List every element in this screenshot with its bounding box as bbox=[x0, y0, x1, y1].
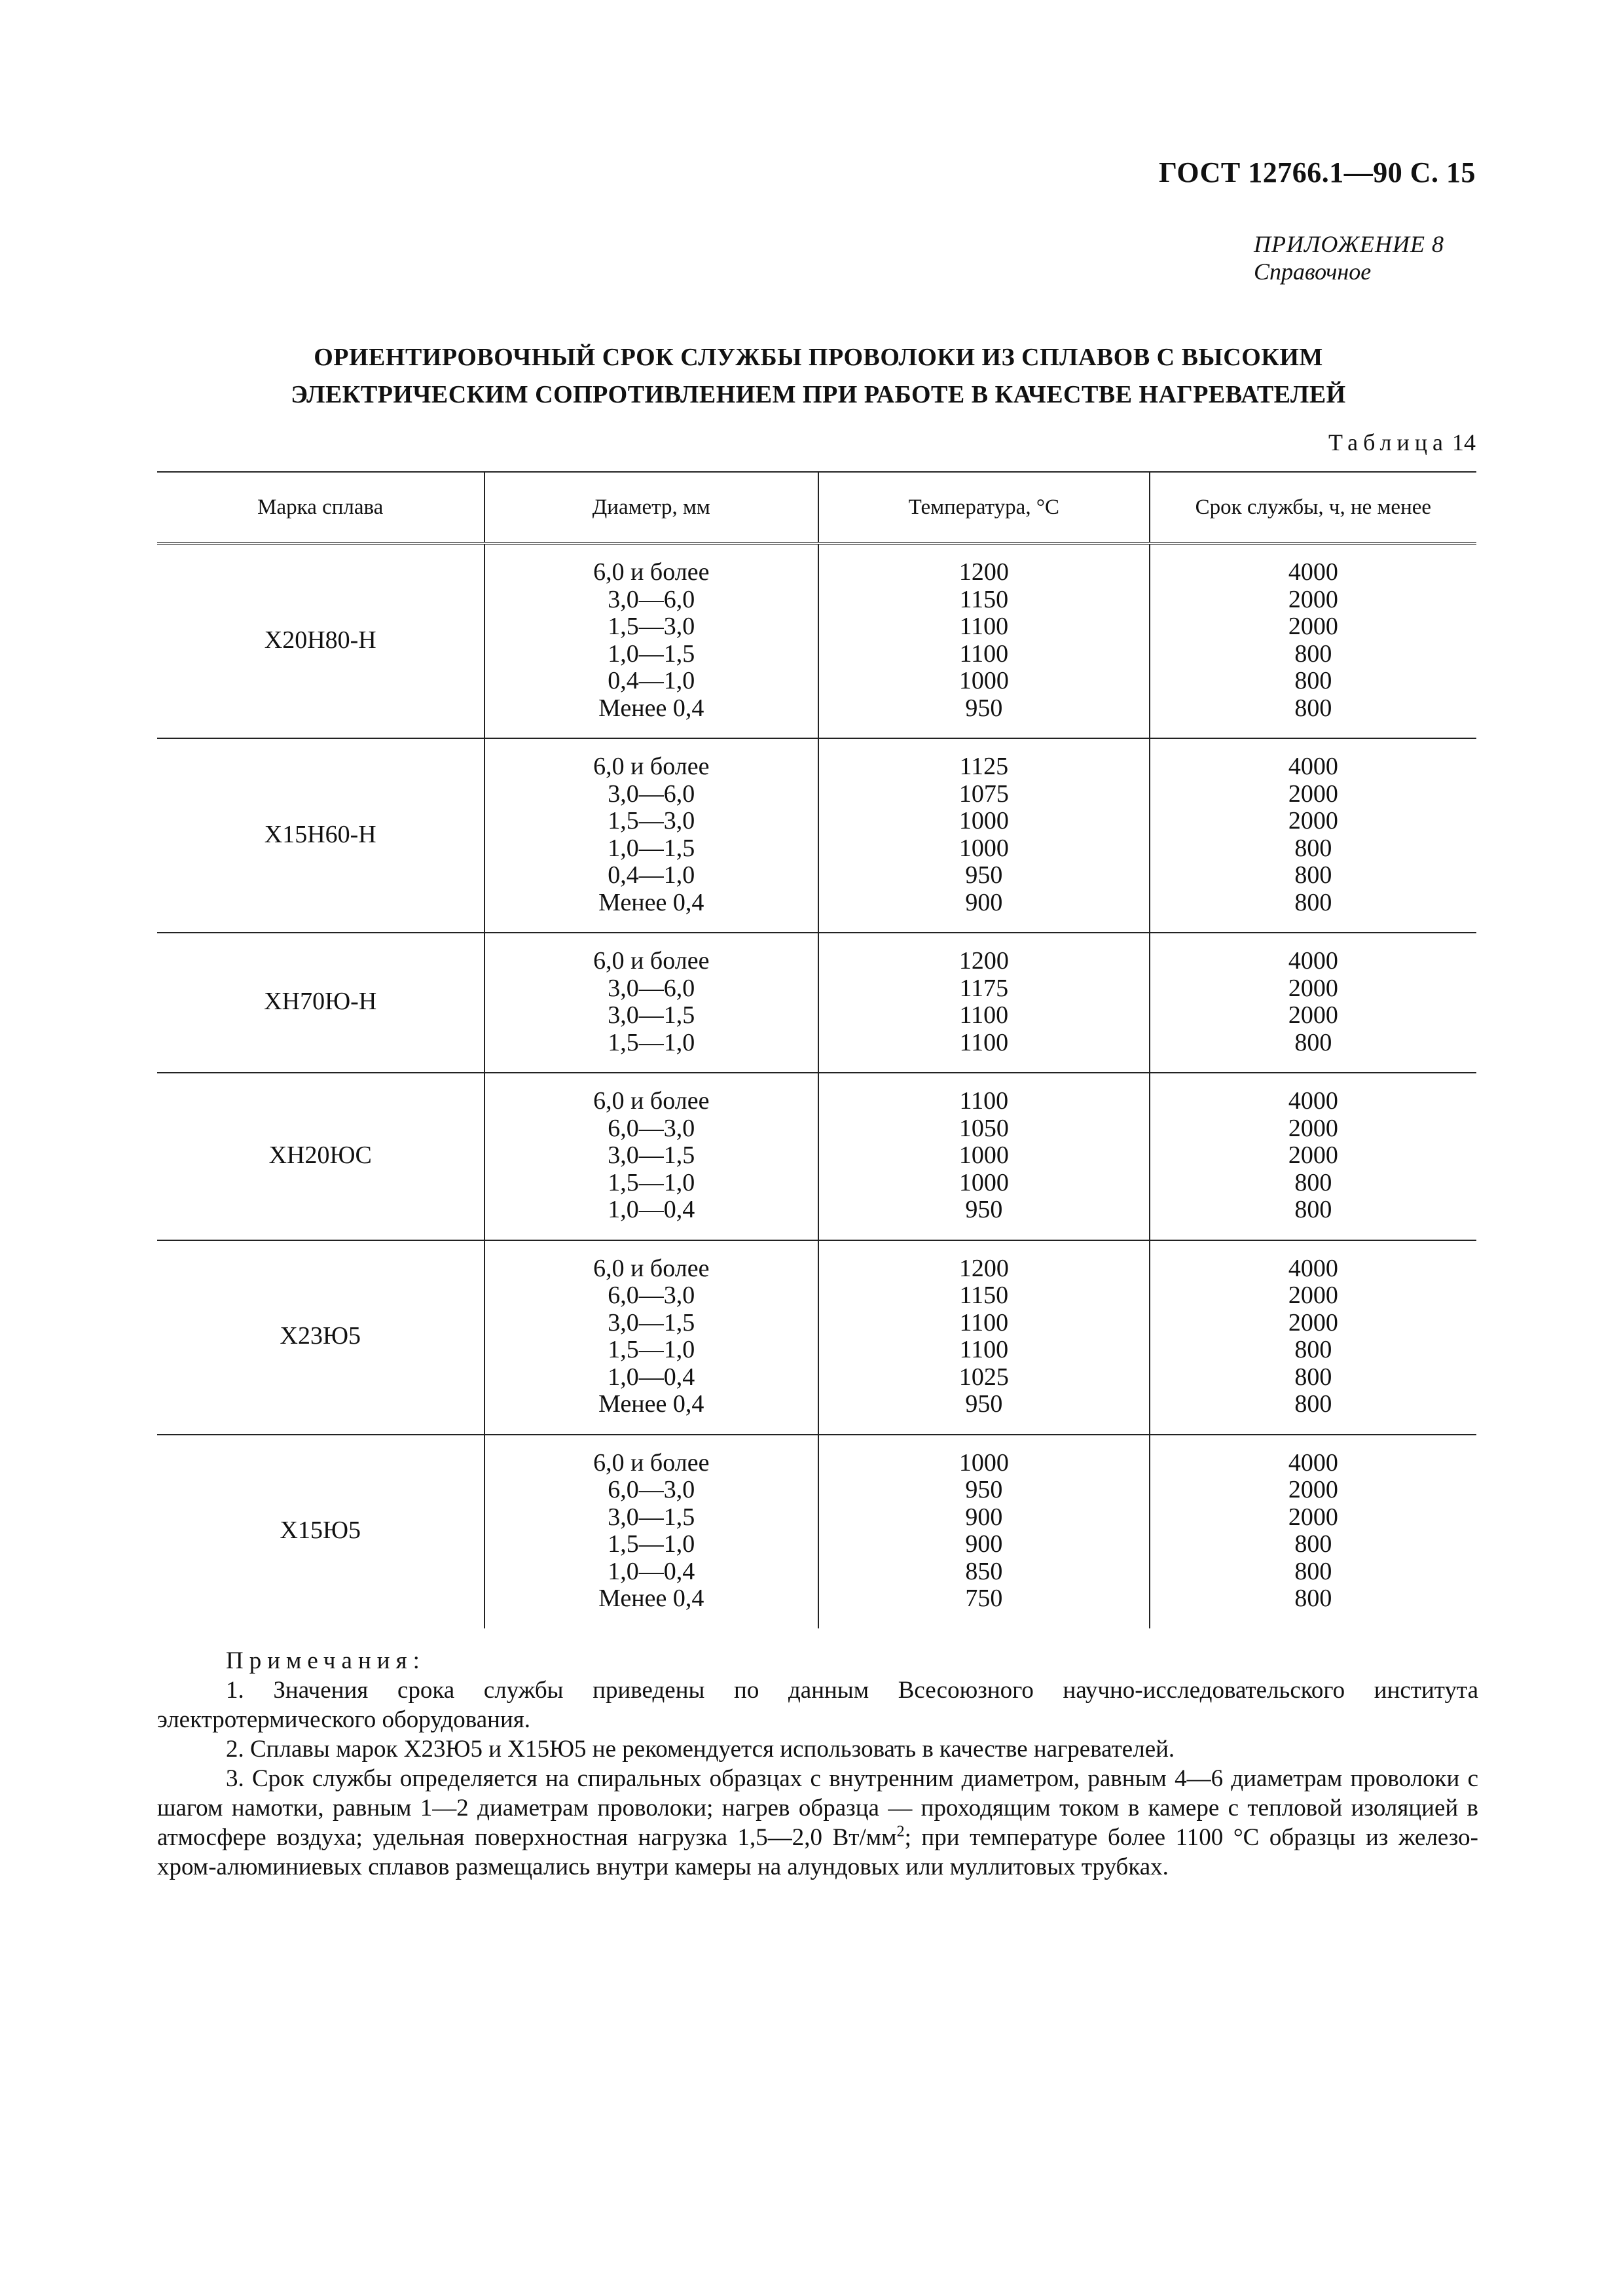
notes-title: Примечания: bbox=[226, 1647, 426, 1674]
temperature-value: 1175 bbox=[959, 974, 1009, 1002]
document-title bbox=[157, 339, 1480, 414]
service-life-value: 2000 bbox=[1288, 1476, 1338, 1503]
diameter-cell bbox=[484, 543, 819, 738]
service-life-value: 2000 bbox=[1288, 807, 1338, 834]
service-life-value: 800 bbox=[1294, 1363, 1332, 1391]
temperature-value: 1100 bbox=[959, 1001, 1009, 1029]
diameter-value: 1,0—1,5 bbox=[608, 639, 695, 668]
diameter-value: 3,0—1,5 bbox=[608, 1001, 695, 1029]
diameter-value: 1,0—1,5 bbox=[608, 834, 695, 862]
temperature-value: 1050 bbox=[958, 1114, 1009, 1142]
service-life-value: 800 bbox=[1294, 1336, 1332, 1363]
diameter-value: 6,0 и более bbox=[593, 1254, 710, 1282]
table-row bbox=[157, 933, 1476, 1073]
temperature-value: 1200 bbox=[958, 1254, 1009, 1282]
diameter-value: 3,0—6,0 bbox=[608, 974, 695, 1002]
service-life-value: 2000 bbox=[1288, 1001, 1338, 1029]
service-life-value: 800 bbox=[1294, 1168, 1332, 1196]
temperature-cell bbox=[818, 933, 1150, 1073]
standard-code: ГОСТ 12766.1—90 С. 15 bbox=[1158, 156, 1476, 188]
temperature-value: 950 bbox=[965, 1390, 1003, 1418]
temperature-value: 850 bbox=[965, 1557, 1003, 1585]
service-life-value: 2000 bbox=[1288, 585, 1338, 613]
alloy-grade-cell: ХН20ЮС bbox=[157, 1073, 484, 1240]
temperature-cell bbox=[818, 543, 1150, 738]
temperature-value: 1100 bbox=[959, 1308, 1009, 1336]
temperature-cell bbox=[818, 1073, 1150, 1240]
diameter-cell bbox=[484, 738, 819, 933]
service-life-value: 800 bbox=[1294, 1585, 1332, 1612]
temperature-value: 1150 bbox=[959, 585, 1009, 613]
table-caption-number: 14 bbox=[1452, 429, 1476, 456]
note-item: 1. Значения срока службы приведены по данным Всесоюзного научно-исследовательского института электротермического оборудования. bbox=[157, 1677, 1478, 1733]
table-body bbox=[157, 543, 1476, 1628]
diameter-cell bbox=[484, 933, 819, 1073]
temperature-value: 1100 bbox=[959, 1028, 1009, 1056]
table-caption bbox=[1328, 429, 1476, 456]
diameter-value: Менее 0,4 bbox=[598, 1390, 704, 1418]
temperature-value: 1100 bbox=[959, 639, 1009, 668]
alloy-grade-cell: ХН70Ю-Н bbox=[157, 933, 484, 1073]
diameter-cell bbox=[484, 1435, 819, 1628]
temperature-value: 900 bbox=[965, 1503, 1003, 1531]
service-life-value: 2000 bbox=[1288, 613, 1338, 640]
temperature-cell bbox=[818, 738, 1150, 933]
table-caption-word: Таблица bbox=[1328, 429, 1448, 456]
note-text: 3. Срок службы определяется на спиральных образцах с внутренним диаметром, равным 4—6 диаметрам проволоки с шагом намотки, равным 1—2 диаметрам проволоки; нагрев образца — проходящим током в камере с тепловой изоляцией в атмосфере воздуха; удельная поверхностная нагрузка 1,5—2,0 Вт/мм bbox=[157, 1765, 1478, 1851]
table-row bbox=[157, 543, 1476, 738]
temperature-value: 1000 bbox=[958, 807, 1009, 834]
temperature-cell bbox=[818, 1435, 1150, 1628]
diameter-value: 6,0 и более bbox=[593, 947, 710, 975]
service-life-value: 4000 bbox=[1288, 1087, 1338, 1115]
table-row bbox=[157, 1435, 1476, 1628]
diameter-value: 3,0—1,5 bbox=[608, 1503, 695, 1531]
column-header-alloy: Марка сплава bbox=[157, 472, 484, 543]
service-life-value: 4000 bbox=[1288, 947, 1338, 975]
notes-section bbox=[157, 1646, 1478, 1882]
diameter-value: 1,5—3,0 bbox=[608, 807, 695, 834]
diameter-value: 1,0—0,4 bbox=[608, 1557, 695, 1585]
diameter-value: 6,0 и более bbox=[593, 1087, 710, 1115]
service-life-value: 800 bbox=[1294, 1530, 1332, 1558]
note-item: 2. Сплавы марок Х23Ю5 и Х15Ю5 не рекомендуется использовать в качестве нагревателей. bbox=[226, 1736, 1175, 1763]
diameter-value: 1,5—1,0 bbox=[608, 1168, 695, 1196]
service-life-cell bbox=[1150, 1240, 1476, 1435]
service-life-value: 800 bbox=[1294, 1028, 1332, 1056]
temperature-value: 1000 bbox=[958, 1448, 1009, 1477]
service-life-value: 2000 bbox=[1288, 1114, 1338, 1142]
document-title-line: ЭЛЕКТРИЧЕСКИМ СОПРОТИВЛЕНИЕМ ПРИ РАБОТЕ В КАЧЕСТВЕ НАГРЕВАТЕЛЕЙ bbox=[291, 381, 1346, 408]
column-header-service-life: Срок службы, ч, не менее bbox=[1150, 472, 1476, 543]
service-life-value: 4000 bbox=[1288, 1448, 1338, 1477]
temperature-value: 1075 bbox=[958, 780, 1009, 808]
diameter-value: 3,0—1,5 bbox=[608, 1141, 695, 1169]
service-life-value: 800 bbox=[1294, 861, 1332, 889]
diameter-value: Менее 0,4 bbox=[598, 1585, 704, 1612]
column-header-temperature: Температура, °С bbox=[818, 472, 1150, 543]
service-life-cell bbox=[1150, 933, 1476, 1073]
diameter-value: 0,4—1,0 bbox=[608, 667, 695, 694]
service-life-value: 2000 bbox=[1288, 1503, 1338, 1531]
service-life-value: 4000 bbox=[1288, 558, 1338, 586]
service-life-value: 800 bbox=[1294, 1390, 1332, 1418]
temperature-value: 1000 bbox=[958, 667, 1009, 694]
service-life-value: 800 bbox=[1294, 1196, 1332, 1223]
alloy-grade-cell: Х15Ю5 bbox=[280, 1516, 361, 1545]
temperature-value: 900 bbox=[965, 888, 1003, 916]
temperature-value: 950 bbox=[965, 1196, 1003, 1223]
temperature-value: 1100 bbox=[959, 1087, 1009, 1115]
temperature-value: 750 bbox=[965, 1585, 1003, 1612]
diameter-cell bbox=[484, 1073, 819, 1240]
diameter-value: 1,5—1,0 bbox=[608, 1336, 695, 1363]
diameter-value: 6,0 и более bbox=[593, 1448, 710, 1477]
note-superscript: 2 bbox=[896, 1823, 905, 1840]
appendix-title: ПРИЛОЖЕНИЕ 8 bbox=[1254, 231, 1444, 257]
note-item bbox=[157, 1764, 1478, 1882]
alloy-grade-cell: Х23Ю5 bbox=[157, 1240, 484, 1435]
temperature-value: 1000 bbox=[958, 1141, 1009, 1169]
diameter-value: 1,0—0,4 bbox=[608, 1196, 695, 1223]
temperature-value: 1000 bbox=[958, 834, 1009, 862]
diameter-value: 1,5—1,0 bbox=[608, 1530, 695, 1558]
service-life-value: 2000 bbox=[1288, 1282, 1338, 1309]
service-life-cell bbox=[1150, 1073, 1476, 1240]
service-life-value: 800 bbox=[1294, 639, 1332, 668]
temperature-cell bbox=[818, 1240, 1150, 1435]
service-life-cell bbox=[1150, 543, 1476, 738]
temperature-value: 900 bbox=[965, 1530, 1003, 1558]
service-life-value: 800 bbox=[1294, 667, 1332, 694]
service-life-value: 800 bbox=[1294, 888, 1332, 916]
service-life-value: 800 bbox=[1294, 694, 1332, 722]
diameter-value: Менее 0,4 bbox=[598, 888, 704, 916]
temperature-value: 950 bbox=[965, 694, 1003, 722]
service-life-value: 2000 bbox=[1288, 1308, 1338, 1336]
service-life-value: 2000 bbox=[1288, 780, 1338, 808]
temperature-value: 1100 bbox=[959, 613, 1009, 640]
diameter-value: 6,0—3,0 bbox=[608, 1282, 695, 1309]
table-row bbox=[157, 1073, 1476, 1240]
service-life-value: 800 bbox=[1294, 1557, 1332, 1585]
diameter-value: 3,0—6,0 bbox=[608, 780, 695, 808]
temperature-value: 1125 bbox=[959, 753, 1009, 780]
table-row bbox=[157, 1240, 1476, 1435]
temperature-value: 1200 bbox=[958, 947, 1009, 975]
appendix-subtitle: Справочное bbox=[1254, 259, 1372, 285]
service-life-cell bbox=[1150, 1435, 1476, 1628]
diameter-cell bbox=[484, 1240, 819, 1435]
temperature-value: 1100 bbox=[959, 1336, 1009, 1363]
diameter-value: 6,0—3,0 bbox=[608, 1476, 695, 1503]
temperature-value: 1025 bbox=[958, 1363, 1009, 1391]
service-life-value: 800 bbox=[1294, 834, 1332, 862]
diameter-value: 0,4—1,0 bbox=[608, 861, 695, 889]
service-life-cell bbox=[1150, 738, 1476, 933]
alloy-grade-cell: Х15Н60-Н bbox=[157, 738, 484, 933]
diameter-value: 6,0 и более bbox=[593, 558, 710, 586]
temperature-value: 1150 bbox=[959, 1282, 1009, 1309]
diameter-value: 3,0—1,5 bbox=[608, 1308, 695, 1336]
diameter-value: 6,0—3,0 bbox=[608, 1114, 695, 1142]
temperature-value: 950 bbox=[965, 1476, 1003, 1503]
note-text: ; при температуре более 1100 °С образцы из железо-хром-алюминиевых сплавов размещались внутри камеры на алундовых или муллитовых трубках. bbox=[157, 1824, 1478, 1880]
diameter-value: 1,5—1,0 bbox=[608, 1028, 695, 1056]
diameter-value: 1,5—3,0 bbox=[608, 613, 695, 640]
temperature-value: 1000 bbox=[958, 1168, 1009, 1196]
diameter-value: 1,0—0,4 bbox=[608, 1363, 695, 1391]
appendix-block bbox=[1254, 230, 1444, 285]
service-life-table bbox=[157, 471, 1476, 1628]
service-life-value: 4000 bbox=[1288, 1254, 1338, 1282]
service-life-value: 2000 bbox=[1288, 1141, 1338, 1169]
diameter-value: 6,0 и более bbox=[593, 753, 710, 780]
column-header-diameter: Диаметр, мм bbox=[484, 472, 819, 543]
diameter-value: 3,0—6,0 bbox=[608, 585, 695, 613]
temperature-value: 1200 bbox=[958, 558, 1009, 586]
diameter-value: Менее 0,4 bbox=[598, 694, 704, 722]
service-life-value: 4000 bbox=[1288, 753, 1338, 780]
temperature-value: 950 bbox=[965, 861, 1003, 889]
alloy-grade-cell: Х20Н80-Н bbox=[157, 543, 484, 738]
table-row bbox=[157, 738, 1476, 933]
document-title-line: ОРИЕНТИРОВОЧНЫЙ СРОК СЛУЖБЫ ПРОВОЛОКИ ИЗ СПЛАВОВ С ВЫСОКИМ bbox=[314, 344, 1323, 371]
table-header-row bbox=[157, 472, 1476, 543]
service-life-value: 2000 bbox=[1288, 974, 1338, 1002]
